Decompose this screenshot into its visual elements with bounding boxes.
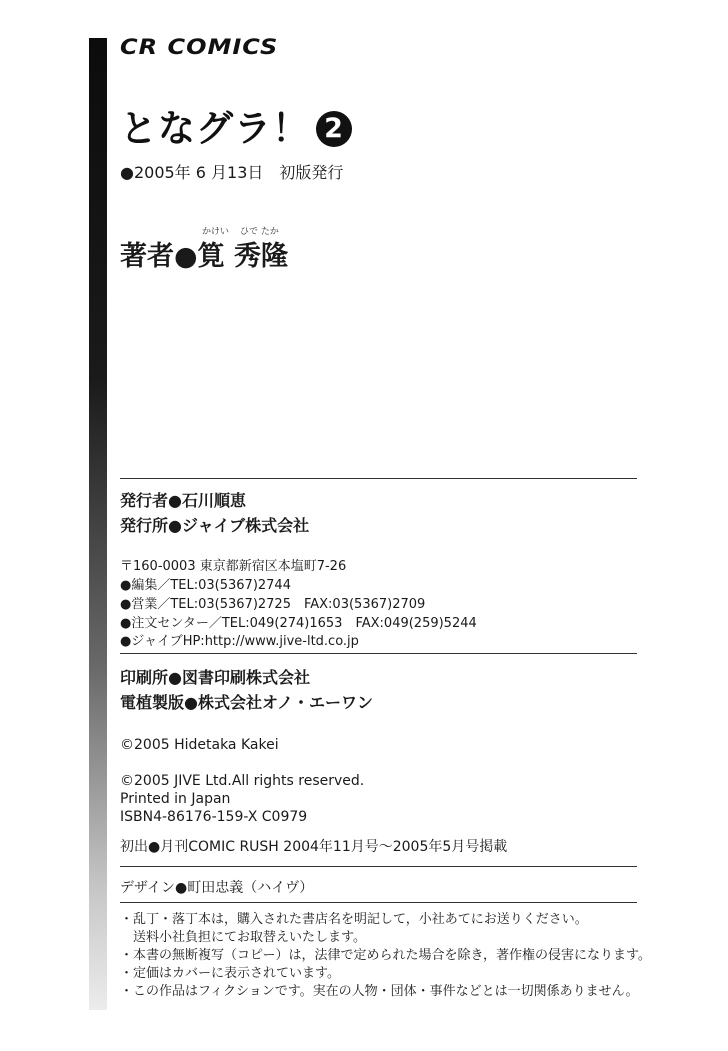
divider-printing: [120, 653, 637, 654]
editorial-contact: ●編集／TEL:03(5367)2744: [120, 578, 291, 593]
note-item: ・乱丁・落丁本は，購入された書店名を明記して，小社あてにお送りください。: [120, 912, 588, 927]
spine-bar: [89, 38, 107, 1010]
note-item: ・この作品はフィクションです。実在の人物・団体・事件などとは一切関係ありません。: [120, 984, 639, 999]
note-item: 送料小社負担にてお取替えいたします。: [120, 930, 366, 945]
first-appearance-line: 初出●月刊COMIC RUSH 2004年11月号〜2005年5月号掲載: [120, 839, 508, 855]
order-center-contact: ●注文センター／TEL:049(274)1653 FAX:049(259)5244: [120, 616, 477, 631]
book-title-text: となグラ！: [120, 107, 310, 150]
author-copyright: ©2005 Hidetaka Kakei: [120, 737, 279, 753]
isbn-line: ISBN4-86176-159-X C0979: [120, 809, 308, 825]
typesetting-line: 電植製版●株式会社オノ・エーワン: [120, 693, 374, 712]
publication-date: ●2005年 6 月13日 初版発行: [120, 163, 344, 182]
sales-contact: ●営業／TEL:03(5367)2725 FAX:03(5367)2709: [120, 597, 426, 612]
volume-badge: 2: [316, 111, 352, 147]
divider-design: [120, 866, 637, 867]
book-title: [120, 98, 352, 152]
author-ruby-given: ひで たか: [240, 227, 279, 237]
publishing-house-line: 発行所●ジャイブ株式会社: [120, 516, 310, 535]
design-credit: デザイン●町田忠義（ハイヴ）: [120, 880, 314, 896]
author-ruby-surname: かけい: [202, 227, 230, 237]
imprint-label: CR COMICS: [120, 34, 279, 60]
website-line: ●ジャイブHP:http://www.jive-ltd.co.jp: [120, 634, 359, 649]
printer-line: 印刷所●図書印刷株式会社: [120, 668, 310, 687]
address-line: 〒160-0003 東京都新宿区本塩町7-26: [120, 559, 347, 574]
printed-in: Printed in Japan: [120, 791, 231, 807]
publisher-copyright: ©2005 JIVE Ltd.All rights reserved.: [120, 773, 365, 789]
divider-notes: [120, 902, 637, 903]
note-item: ・本書の無断複写（コピー）は，法律で定められた場合を除き，著作権の侵害になります。: [120, 948, 651, 963]
divider-publisher: [120, 478, 637, 479]
issuer-line: 発行者●石川順恵: [120, 491, 246, 510]
note-item: ・定価はカバーに表示されています。: [120, 966, 340, 981]
author-line: 著者●筧 秀隆: [120, 241, 288, 272]
